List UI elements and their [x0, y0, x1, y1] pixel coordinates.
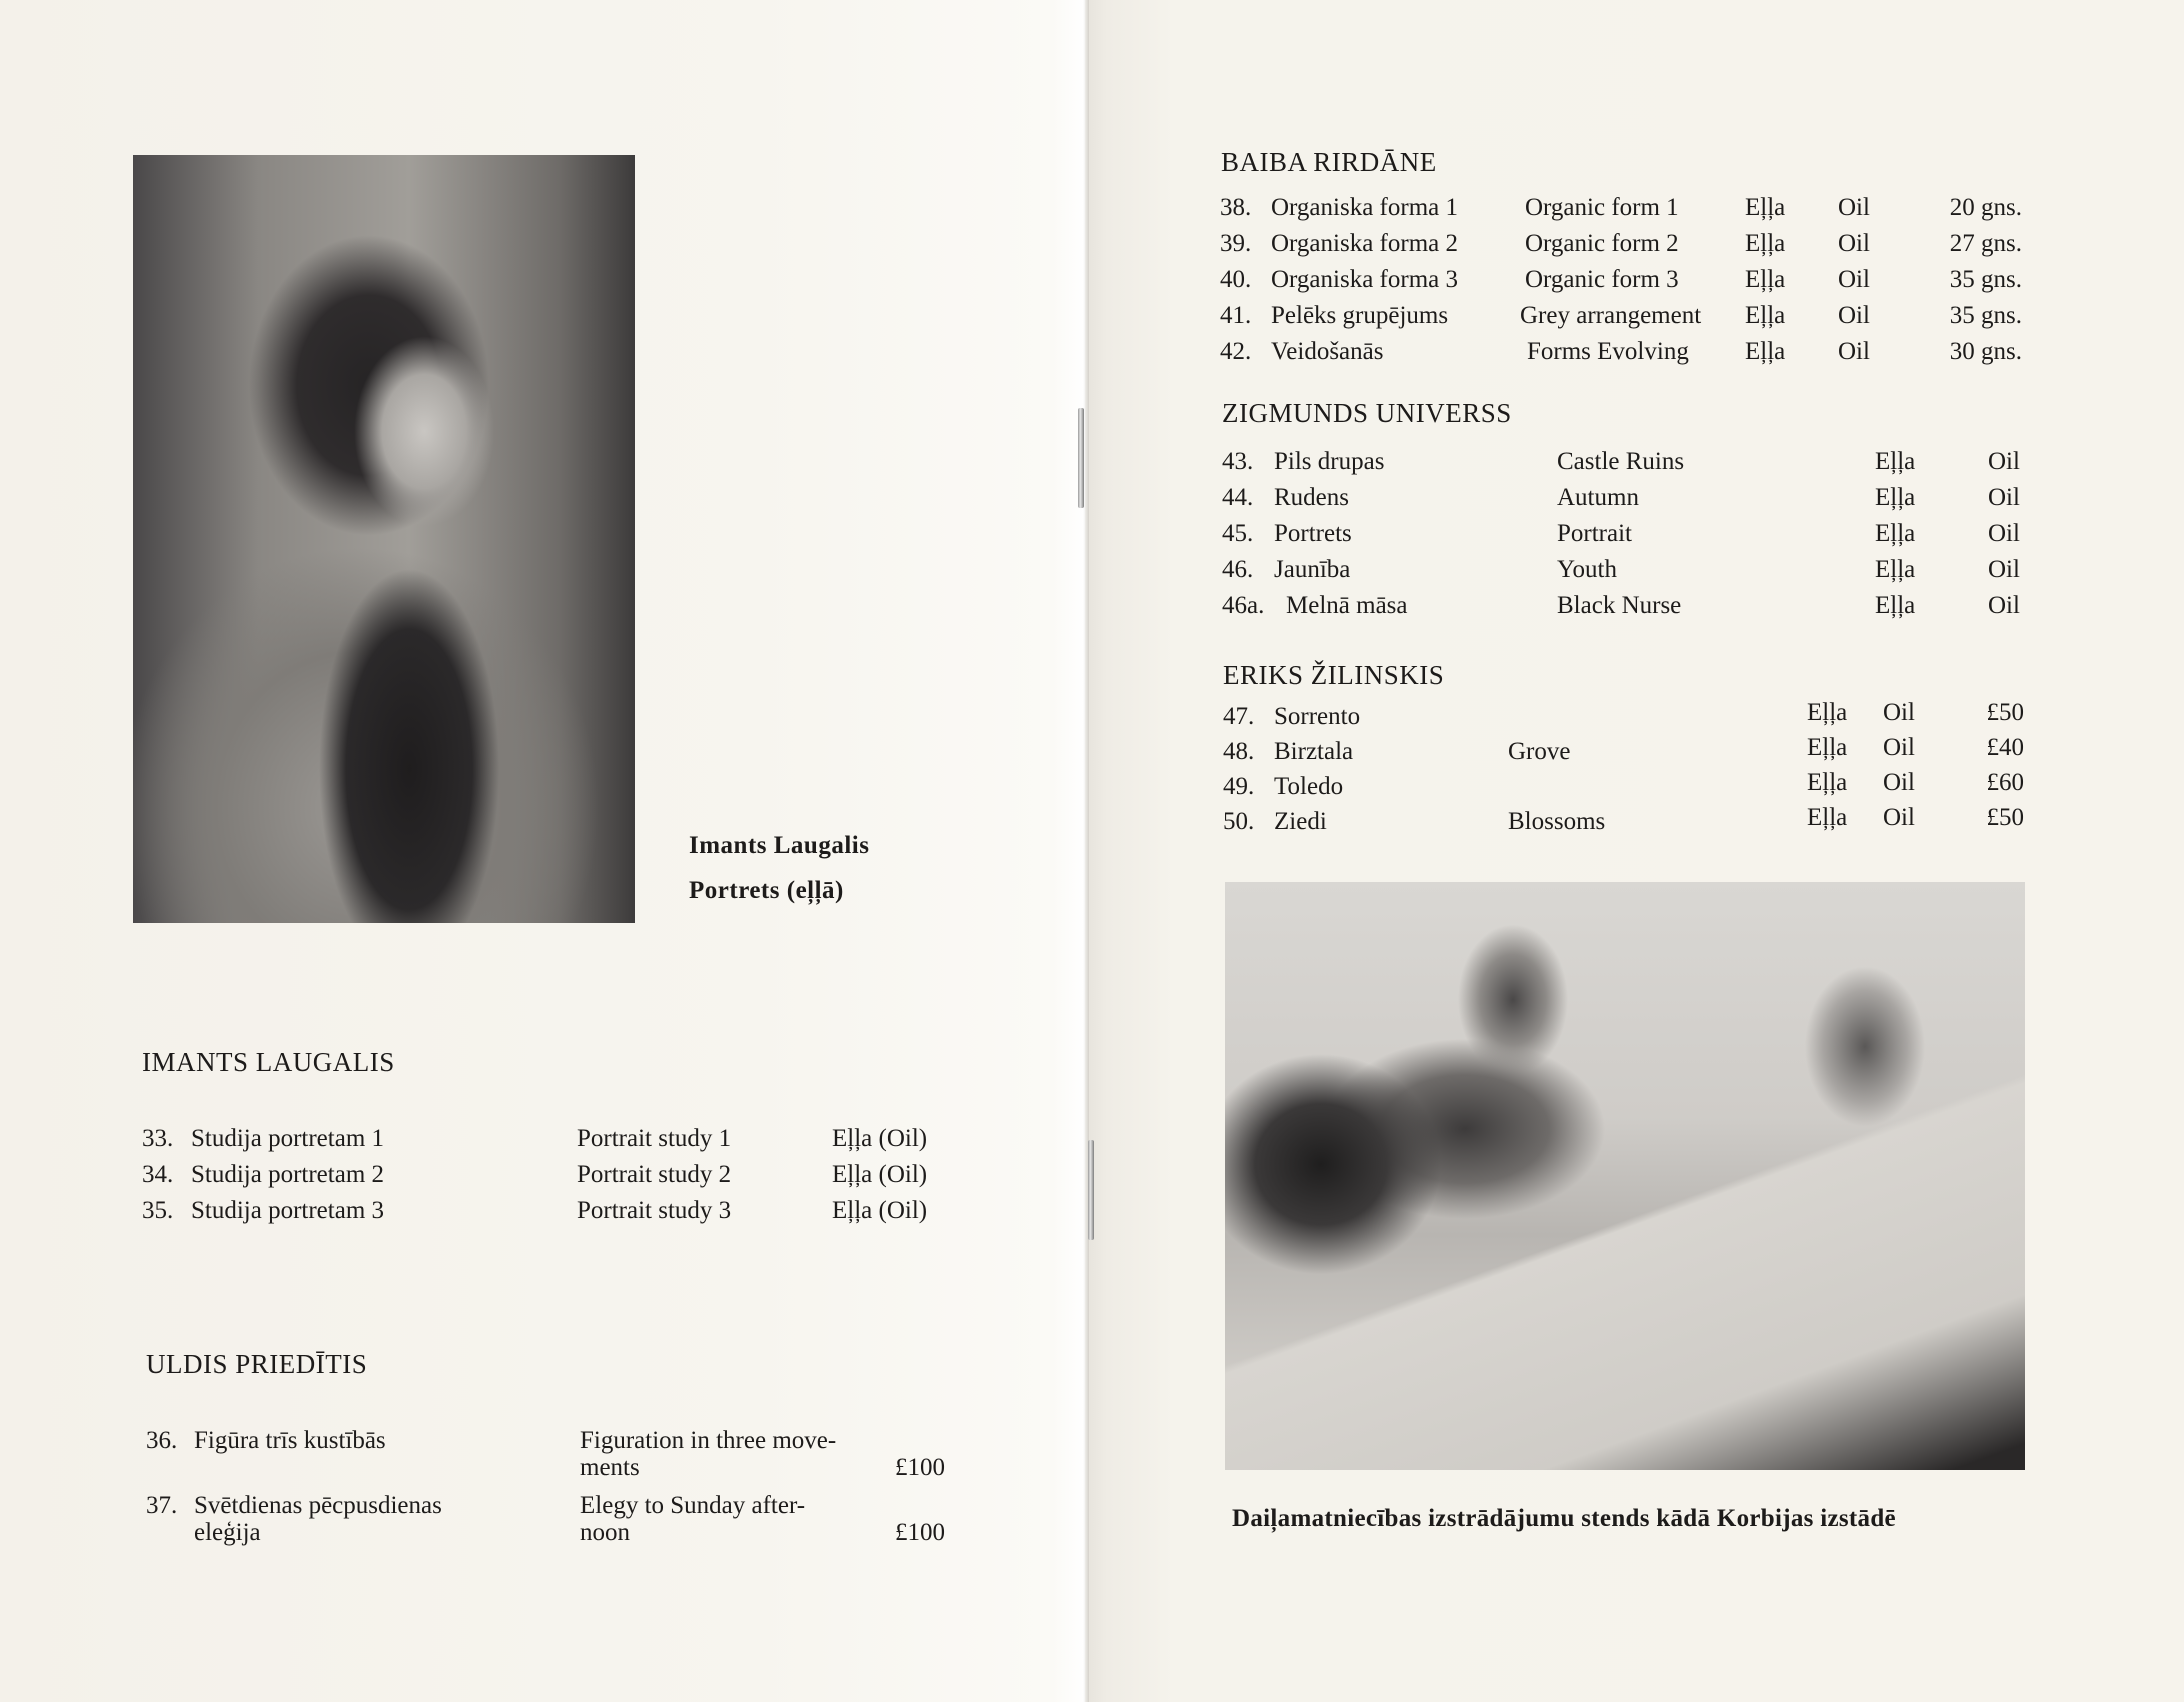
title-english: Portrait study 1 [577, 1125, 732, 1152]
portrait-caption-artist: Imants Laugalis [689, 832, 870, 859]
title-latvian: Toledo [1274, 773, 1344, 800]
price: 30 gns. [1949, 338, 2022, 365]
price: 27 gns. [1949, 230, 2022, 257]
left-page [0, 0, 1085, 1702]
title-latvian: Ziedi [1274, 808, 1327, 835]
title-english: Autumn [1557, 484, 1639, 511]
medium-english: Oil [1988, 592, 2020, 619]
handicraft-display-photo [1225, 882, 2025, 1470]
artist-heading-laugalis: IMANTS LAUGALIS [142, 1047, 395, 1077]
title-latvian-continued: eleģija [194, 1519, 261, 1546]
item-number: 39. [1220, 230, 1252, 257]
medium-english: Oil [1883, 734, 1915, 761]
medium-latvian: Eļļa [1745, 302, 1786, 329]
item-number: 42. [1220, 338, 1252, 365]
price: 35 gns. [1949, 302, 2022, 329]
item-number: 43. [1222, 448, 1254, 475]
title-english: Organic form 1 [1525, 194, 1679, 221]
title-english: Blossoms [1508, 808, 1606, 835]
title-english: Grove [1508, 738, 1571, 765]
title-latvian: Studija portretam 3 [191, 1197, 385, 1224]
staple-top [1078, 408, 1084, 508]
item-number: 36. [146, 1427, 178, 1454]
title-english: Organic form 3 [1525, 266, 1679, 293]
medium: Eļļa (Oil) [832, 1161, 928, 1188]
medium-latvian: Eļļa [1875, 556, 1916, 583]
title-english: Elegy to Sunday after- [580, 1492, 806, 1519]
item-number: 37. [146, 1492, 178, 1519]
price: £100 [895, 1519, 945, 1546]
artist-heading-universs: ZIGMUNDS UNIVERSS [1222, 398, 1512, 428]
item-number: 48. [1223, 738, 1255, 765]
price: £100 [895, 1454, 945, 1481]
medium-english: Oil [1838, 302, 1870, 329]
title-english: Portrait [1557, 520, 1632, 547]
price: 35 gns. [1949, 266, 2022, 293]
title-latvian: Studija portretam 2 [191, 1161, 385, 1188]
title-latvian: Organiska forma 1 [1271, 194, 1458, 221]
medium-latvian: Eļļa [1745, 266, 1786, 293]
portrait-painting-image [133, 155, 635, 923]
artist-heading-rirdane: BAIBA RIRDĀNE [1221, 147, 1437, 177]
medium-latvian: Eļļa [1745, 338, 1786, 365]
item-number: 46a. [1222, 592, 1265, 619]
medium-latvian: Eļļa [1807, 769, 1848, 796]
medium-english: Oil [1838, 230, 1870, 257]
medium: Eļļa (Oil) [832, 1197, 928, 1224]
medium-english: Oil [1883, 804, 1915, 831]
price: 20 gns. [1949, 194, 2022, 221]
item-number: 45. [1222, 520, 1254, 547]
title-latvian: Studija portretam 1 [191, 1125, 385, 1152]
title-latvian: Pils drupas [1274, 448, 1385, 475]
price: £50 [1986, 804, 2024, 831]
medium-latvian: Eļļa [1745, 194, 1786, 221]
medium-english: Oil [1838, 194, 1870, 221]
item-number: 46. [1222, 556, 1254, 583]
title-latvian: Veidošanās [1271, 338, 1384, 365]
medium-english: Oil [1988, 556, 2020, 583]
title-english: Castle Ruins [1557, 448, 1685, 475]
item-number: 33. [142, 1125, 174, 1152]
medium-latvian: Eļļa [1807, 699, 1848, 726]
title-latvian: Birztala [1274, 738, 1354, 765]
price: £40 [1986, 734, 2024, 761]
item-number: 34. [142, 1161, 174, 1188]
title-latvian: Pelēks grupējums [1271, 302, 1449, 329]
medium-english: Oil [1883, 769, 1915, 796]
title-english: Portrait study 3 [577, 1197, 732, 1224]
title-english-continued: ments [580, 1454, 640, 1481]
title-english: Organic form 2 [1525, 230, 1679, 257]
price: £60 [1986, 769, 2024, 796]
title-latvian: Jaunība [1274, 556, 1351, 583]
item-number: 41. [1220, 302, 1252, 329]
medium-english: Oil [1838, 338, 1870, 365]
item-number: 47. [1223, 703, 1255, 730]
medium-latvian: Eļļa [1875, 448, 1916, 475]
title-english: Portrait study 2 [577, 1161, 732, 1188]
title-english: Youth [1557, 556, 1617, 583]
item-number: 35. [142, 1197, 174, 1224]
medium-latvian: Eļļa [1875, 520, 1916, 547]
title-english: Grey arrangement [1520, 302, 1702, 329]
medium: Eļļa (Oil) [832, 1125, 928, 1152]
price: £50 [1986, 699, 2024, 726]
title-latvian: Svētdienas pēcpusdienas [194, 1492, 442, 1519]
title-english: Figuration in three move- [580, 1427, 837, 1454]
item-number: 49. [1223, 773, 1255, 800]
item-number: 38. [1220, 194, 1252, 221]
medium-latvian: Eļļa [1807, 734, 1848, 761]
medium-latvian: Eļļa [1875, 484, 1916, 511]
title-latvian: Organiska forma 3 [1271, 266, 1458, 293]
book-gutter [1083, 0, 1089, 1702]
title-latvian: Melnā māsa [1286, 592, 1408, 619]
medium-english: Oil [1883, 699, 1915, 726]
title-latvian: Rudens [1274, 484, 1349, 511]
artist-heading-zilinskis: ERIKS ŽILINSKIS [1223, 660, 1445, 690]
title-latvian: Portrets [1274, 520, 1352, 547]
item-number: 50. [1223, 808, 1255, 835]
portrait-caption-title: Portrets (eļļā) [689, 877, 844, 904]
medium-latvian: Eļļa [1807, 804, 1848, 831]
item-number: 44. [1222, 484, 1254, 511]
medium-latvian: Eļļa [1745, 230, 1786, 257]
title-english: Forms Evolving [1527, 338, 1689, 365]
item-number: 40. [1220, 266, 1252, 293]
title-english-continued: noon [580, 1519, 630, 1546]
photo-caption: Daiļamatniecības izstrādājumu stends kādā Korbijas izstādē [1232, 1505, 1896, 1532]
title-latvian: Sorrento [1274, 703, 1361, 730]
staple-bottom [1088, 1140, 1094, 1240]
medium-english: Oil [1988, 520, 2020, 547]
medium-english: Oil [1988, 448, 2020, 475]
title-english: Black Nurse [1557, 592, 1682, 619]
medium-english: Oil [1988, 484, 2020, 511]
medium-english: Oil [1838, 266, 1870, 293]
title-latvian: Figūra trīs kustībās [194, 1427, 386, 1454]
title-latvian: Organiska forma 2 [1271, 230, 1458, 257]
medium-latvian: Eļļa [1875, 592, 1916, 619]
artist-heading-prieditis: ULDIS PRIEDĪTIS [146, 1349, 368, 1379]
